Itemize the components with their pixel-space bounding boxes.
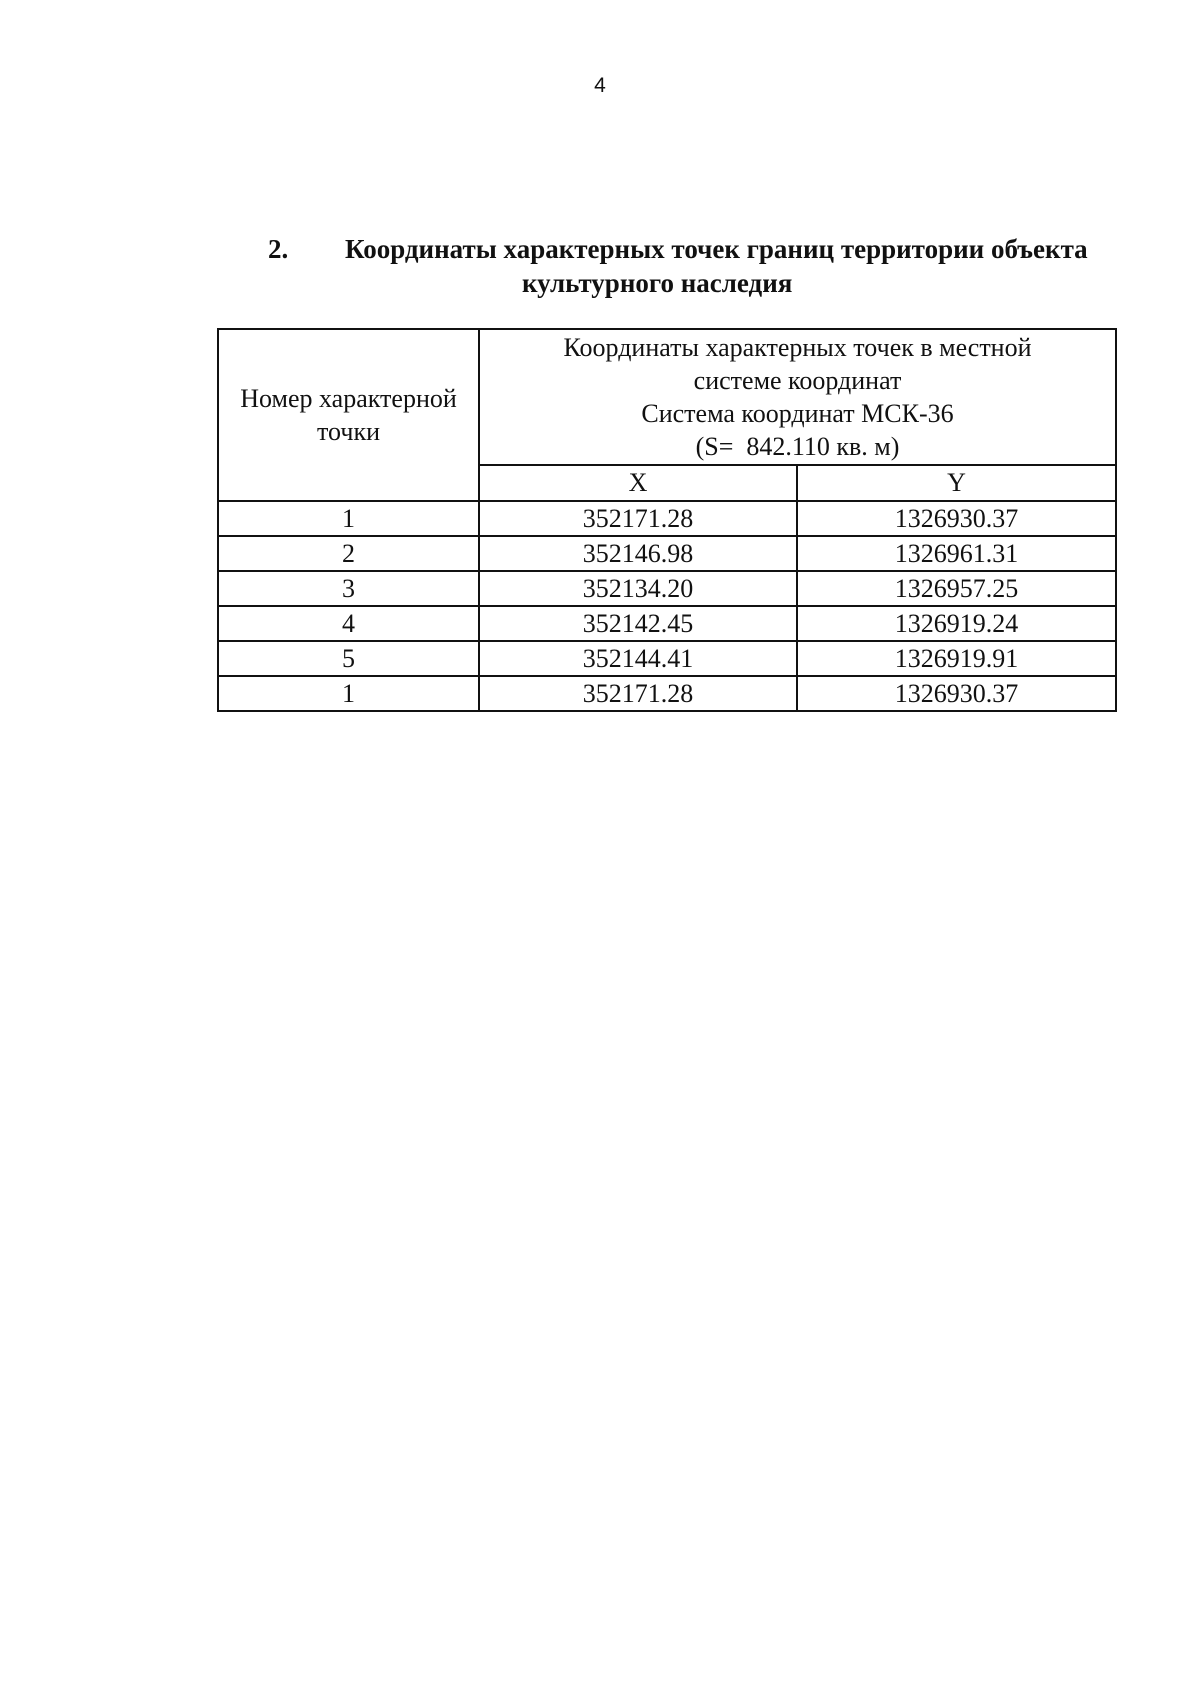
header-y: Y [797,465,1116,501]
cell-x: 352134.20 [479,571,797,606]
section-number: 2. [268,234,289,264]
section-title-line1: Координаты характерных точек границ территории объекта [345,234,1088,264]
header-x: X [479,465,797,501]
header-point-line2: точки [317,417,380,446]
cell-x: 352171.28 [479,676,797,711]
cell-y: 1326961.31 [797,536,1116,571]
cell-x: 352142.45 [479,606,797,641]
cell-point: 3 [218,571,479,606]
section-title-line2: культурного наследия [522,268,793,298]
cell-y: 1326957.25 [797,571,1116,606]
cell-point: 5 [218,641,479,676]
table-row [218,606,1116,641]
header-coordinates [479,329,1116,465]
table-row [218,641,1116,676]
header-coords-line3: Система координат МСК-36 [641,399,954,428]
cell-point: 2 [218,536,479,571]
cell-x: 352146.98 [479,536,797,571]
cell-point: 1 [218,676,479,711]
cell-point: 1 [218,501,479,536]
header-point-number [218,329,479,501]
coordinates-table [217,328,1117,712]
header-coords-line4: (S= 842.110 кв. м) [695,432,900,461]
header-point-line1: Номер характерной [240,384,457,413]
cell-y: 1326919.24 [797,606,1116,641]
cell-y: 1326930.37 [797,501,1116,536]
table-row [218,501,1116,536]
cell-y: 1326919.91 [797,641,1116,676]
page-number: 4 [594,74,606,97]
header-coords-line2: системе координат [693,366,902,395]
table-row [218,536,1116,571]
cell-y: 1326930.37 [797,676,1116,711]
cell-x: 352171.28 [479,501,797,536]
cell-point: 4 [218,606,479,641]
header-coords-line1: Координаты характерных точек в местной [563,333,1032,362]
cell-x: 352144.41 [479,641,797,676]
table-row [218,676,1116,711]
table-row [218,571,1116,606]
